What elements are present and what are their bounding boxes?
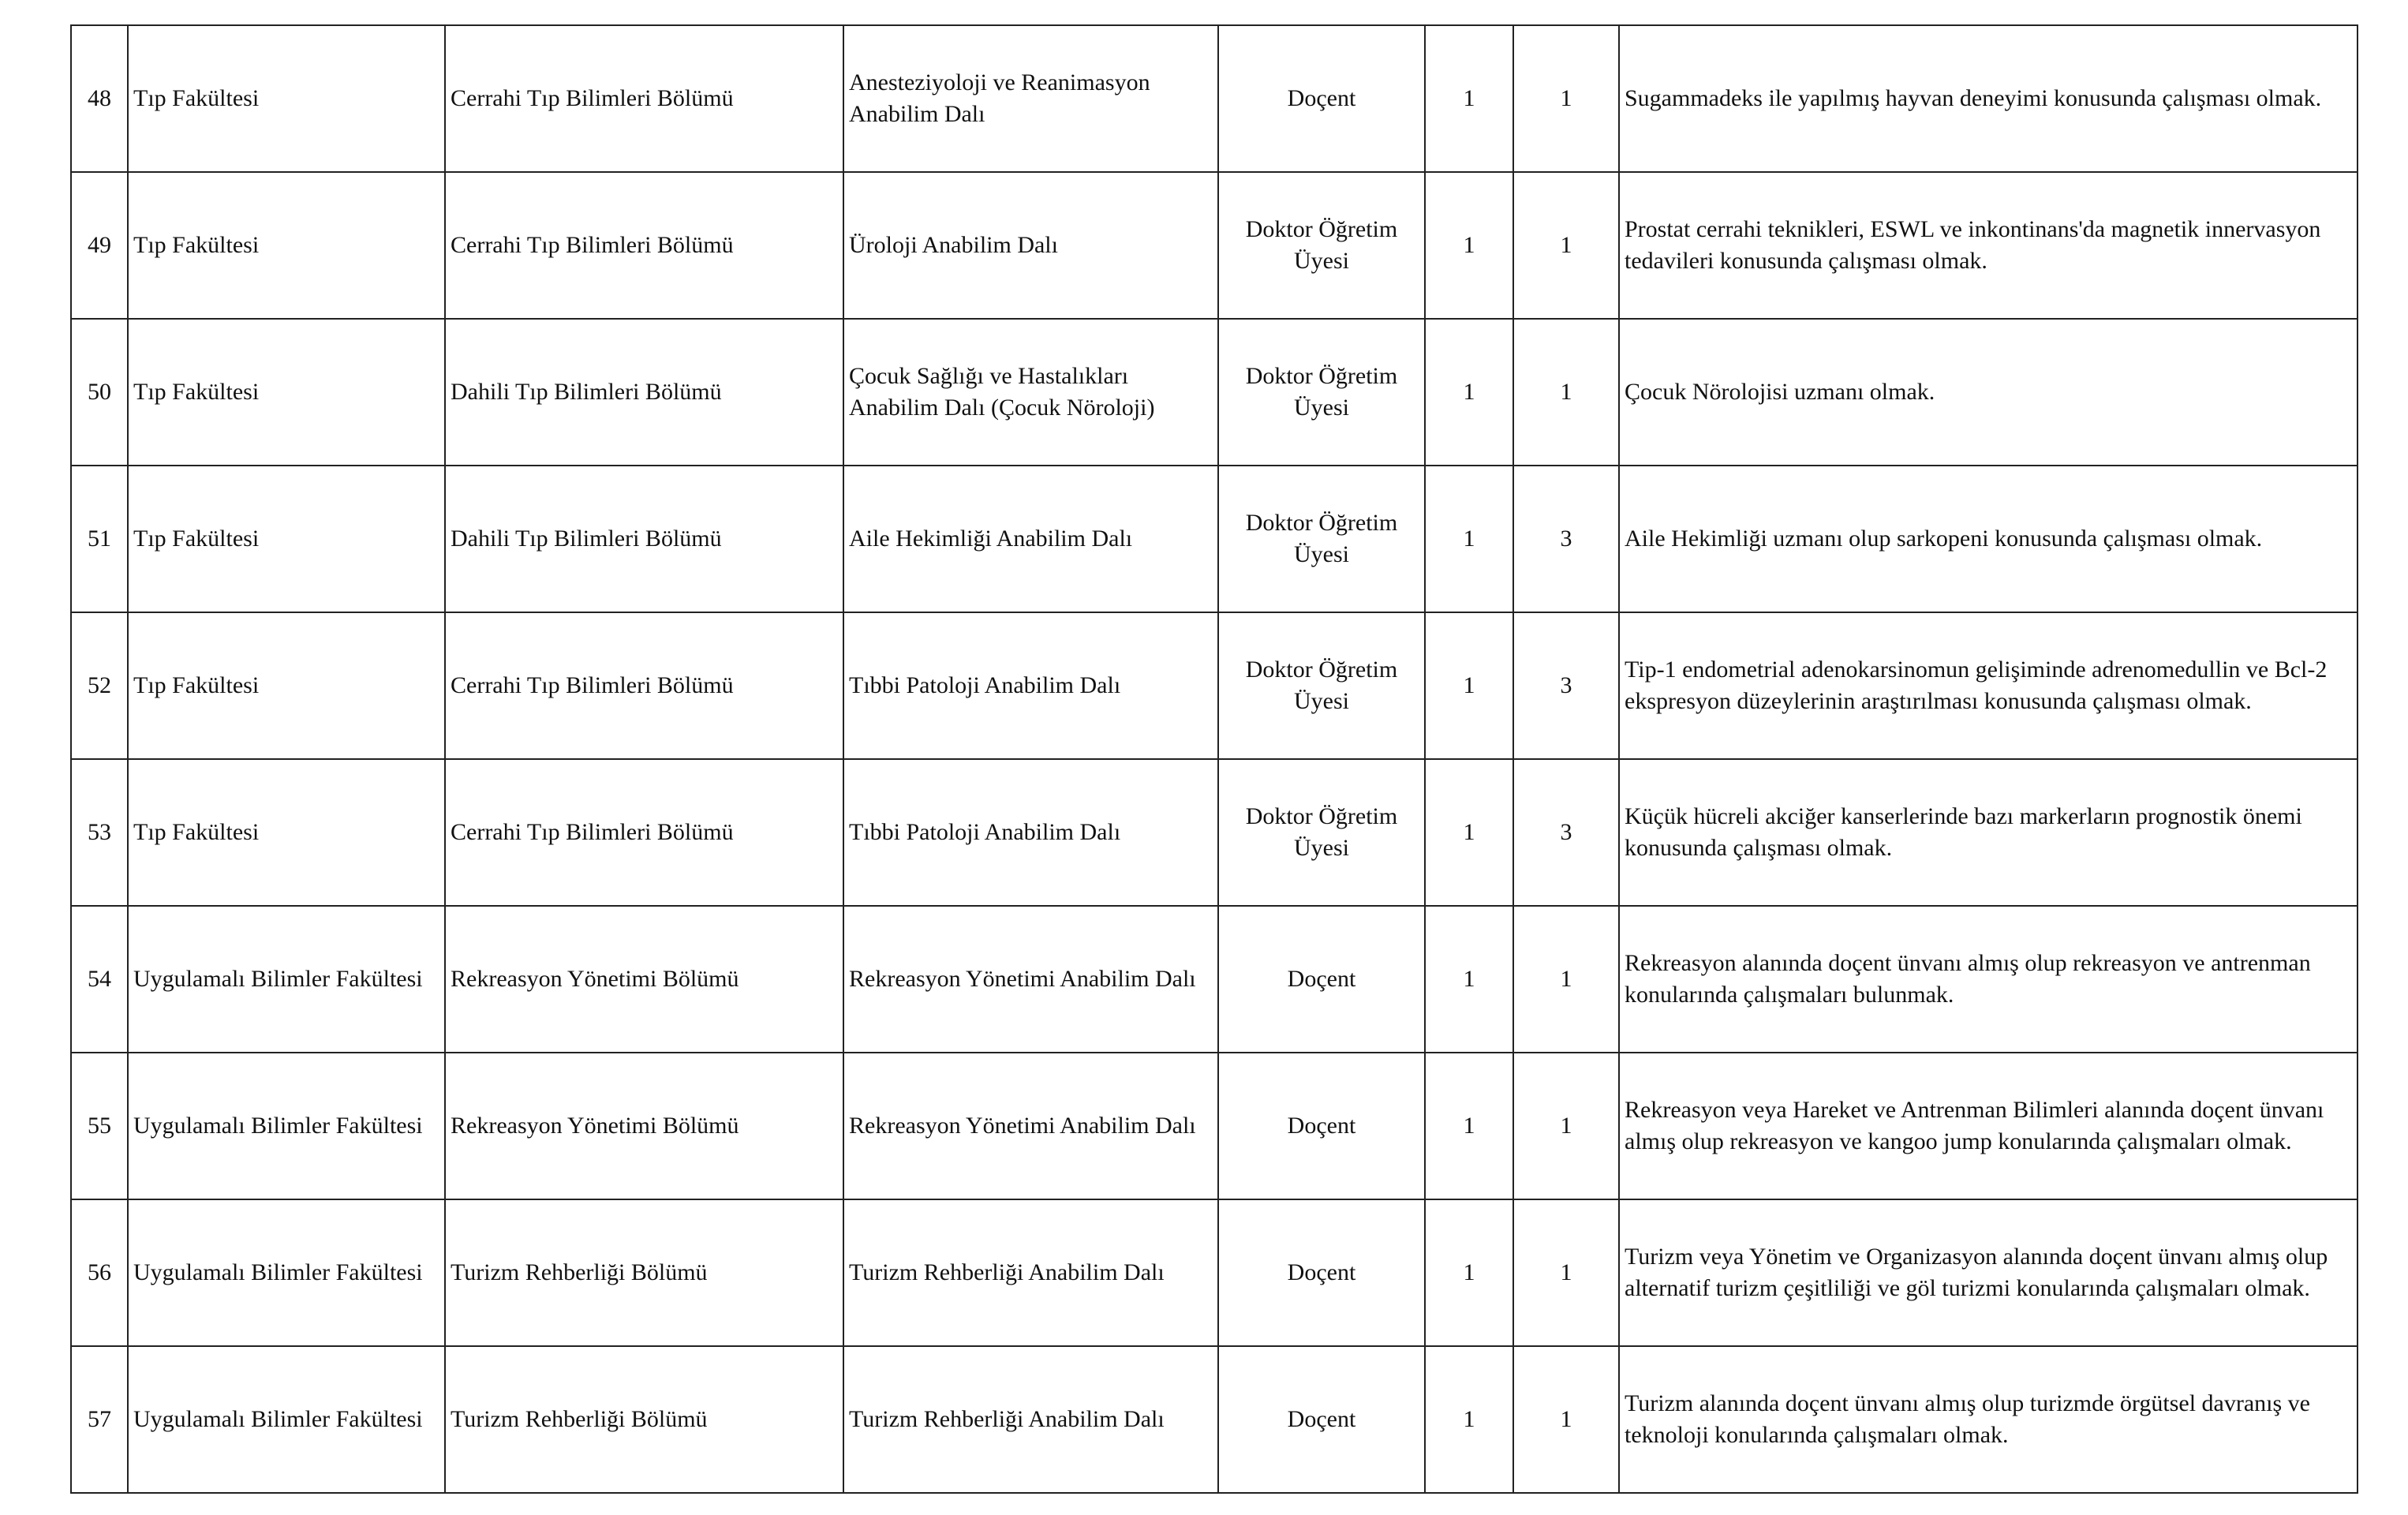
positions-table [70,24,2358,1494]
cell-requirement: Rekreasyon alanında doçent ünvanı almış olup rekreasyon ve antrenman konularında çalışmaları bulunmak. [1619,906,2358,1053]
cell-count1: 1 [1425,466,1513,612]
cell-title: Doçent [1218,25,1425,172]
table-row [71,25,2358,172]
cell-title: Doçent [1218,1346,1425,1493]
cell-requirement: Aile Hekimliği uzmanı olup sarkopeni konusunda çalışması olmak. [1619,466,2358,612]
cell-no: 54 [71,906,128,1053]
cell-title: Doktor Öğretim Üyesi [1218,172,1425,319]
cell-requirement: Küçük hücreli akciğer kanserlerinde bazı markerların prognostik önemi konusunda çalışması olmak. [1619,759,2358,906]
cell-no: 50 [71,319,128,466]
table-row [71,759,2358,906]
cell-subdepartment: Üroloji Anabilim Dalı [843,172,1218,319]
cell-subdepartment: Çocuk Sağlığı ve Hastalıkları Anabilim Dalı (Çocuk Nöroloji) [843,319,1218,466]
cell-subdepartment: Turizm Rehberliği Anabilim Dalı [843,1199,1218,1346]
cell-requirement: Sugammadeks ile yapılmış hayvan deneyimi konusunda çalışması olmak. [1619,25,2358,172]
cell-subdepartment: Rekreasyon Yönetimi Anabilim Dalı [843,906,1218,1053]
table-row [71,906,2358,1053]
cell-faculty: Uygulamalı Bilimler Fakültesi [128,1199,445,1346]
cell-title: Doktor Öğretim Üyesi [1218,466,1425,612]
cell-department: Turizm Rehberliği Bölümü [445,1346,843,1493]
cell-subdepartment: Turizm Rehberliği Anabilim Dalı [843,1346,1218,1493]
cell-no: 56 [71,1199,128,1346]
cell-department: Dahili Tıp Bilimleri Bölümü [445,466,843,612]
cell-count2: 1 [1513,25,1619,172]
cell-title: Doktor Öğretim Üyesi [1218,319,1425,466]
cell-subdepartment: Tıbbi Patoloji Anabilim Dalı [843,612,1218,759]
table-row [71,319,2358,466]
cell-subdepartment: Aile Hekimliği Anabilim Dalı [843,466,1218,612]
table-row [71,612,2358,759]
cell-count1: 1 [1425,25,1513,172]
cell-count2: 3 [1513,466,1619,612]
cell-count1: 1 [1425,906,1513,1053]
cell-no: 53 [71,759,128,906]
cell-no: 49 [71,172,128,319]
cell-no: 55 [71,1053,128,1199]
cell-requirement: Turizm alanında doçent ünvanı almış olup turizmde örgütsel davranış ve teknoloji konularında çalışmaları olmak. [1619,1346,2358,1493]
cell-requirement: Tip-1 endometrial adenokarsinomun gelişiminde adrenomedullin ve Bcl-2 ekspresyon düzeylerinin araştırılması konusunda çalışması olmak. [1619,612,2358,759]
cell-no: 51 [71,466,128,612]
cell-requirement: Turizm veya Yönetim ve Organizasyon alanında doçent ünvanı almış olup alternatif turizm çeşitliliği ve göl turizmi konularında çalışmaları olmak. [1619,1199,2358,1346]
cell-faculty: Uygulamalı Bilimler Fakültesi [128,1346,445,1493]
cell-department: Cerrahi Tıp Bilimleri Bölümü [445,759,843,906]
table-row [71,1346,2358,1493]
cell-subdepartment: Anesteziyoloji ve Reanimasyon Anabilim Dalı [843,25,1218,172]
cell-count1: 1 [1425,1053,1513,1199]
cell-faculty: Uygulamalı Bilimler Fakültesi [128,1053,445,1199]
cell-department: Rekreasyon Yönetimi Bölümü [445,906,843,1053]
cell-department: Cerrahi Tıp Bilimleri Bölümü [445,172,843,319]
cell-count2: 1 [1513,319,1619,466]
cell-count1: 1 [1425,759,1513,906]
cell-count2: 1 [1513,1053,1619,1199]
cell-requirement: Prostat cerrahi teknikleri, ESWL ve inkontinans'da magnetik innervasyon tedavileri konusunda çalışması olmak. [1619,172,2358,319]
cell-count1: 1 [1425,1199,1513,1346]
cell-department: Cerrahi Tıp Bilimleri Bölümü [445,25,843,172]
cell-title: Doçent [1218,906,1425,1053]
table-body [71,25,2358,1493]
cell-title: Doçent [1218,1053,1425,1199]
cell-department: Rekreasyon Yönetimi Bölümü [445,1053,843,1199]
cell-faculty: Tıp Fakültesi [128,759,445,906]
cell-count1: 1 [1425,1346,1513,1493]
cell-faculty: Tıp Fakültesi [128,466,445,612]
cell-subdepartment: Rekreasyon Yönetimi Anabilim Dalı [843,1053,1218,1199]
table-row [71,1053,2358,1199]
cell-requirement: Çocuk Nörolojisi uzmanı olmak. [1619,319,2358,466]
cell-title: Doçent [1218,1199,1425,1346]
cell-faculty: Tıp Fakültesi [128,319,445,466]
cell-no: 48 [71,25,128,172]
cell-count1: 1 [1425,172,1513,319]
cell-faculty: Tıp Fakültesi [128,172,445,319]
cell-department: Cerrahi Tıp Bilimleri Bölümü [445,612,843,759]
cell-count1: 1 [1425,612,1513,759]
cell-title: Doktor Öğretim Üyesi [1218,612,1425,759]
cell-subdepartment: Tıbbi Patoloji Anabilim Dalı [843,759,1218,906]
cell-count2: 1 [1513,172,1619,319]
cell-no: 52 [71,612,128,759]
cell-count1: 1 [1425,319,1513,466]
cell-department: Turizm Rehberliği Bölümü [445,1199,843,1346]
cell-count2: 1 [1513,1199,1619,1346]
cell-faculty: Tıp Fakültesi [128,612,445,759]
cell-count2: 3 [1513,759,1619,906]
cell-department: Dahili Tıp Bilimleri Bölümü [445,319,843,466]
cell-count2: 1 [1513,1346,1619,1493]
cell-requirement: Rekreasyon veya Hareket ve Antrenman Bilimleri alanında doçent ünvanı almış olup rekreasyon ve kangoo jump konularında çalışmaları olmak. [1619,1053,2358,1199]
cell-title: Doktor Öğretim Üyesi [1218,759,1425,906]
table-row [71,1199,2358,1346]
cell-count2: 3 [1513,612,1619,759]
cell-count2: 1 [1513,906,1619,1053]
cell-no: 57 [71,1346,128,1493]
cell-faculty: Tıp Fakültesi [128,25,445,172]
table-row [71,466,2358,612]
table-row [71,172,2358,319]
cell-faculty: Uygulamalı Bilimler Fakültesi [128,906,445,1053]
